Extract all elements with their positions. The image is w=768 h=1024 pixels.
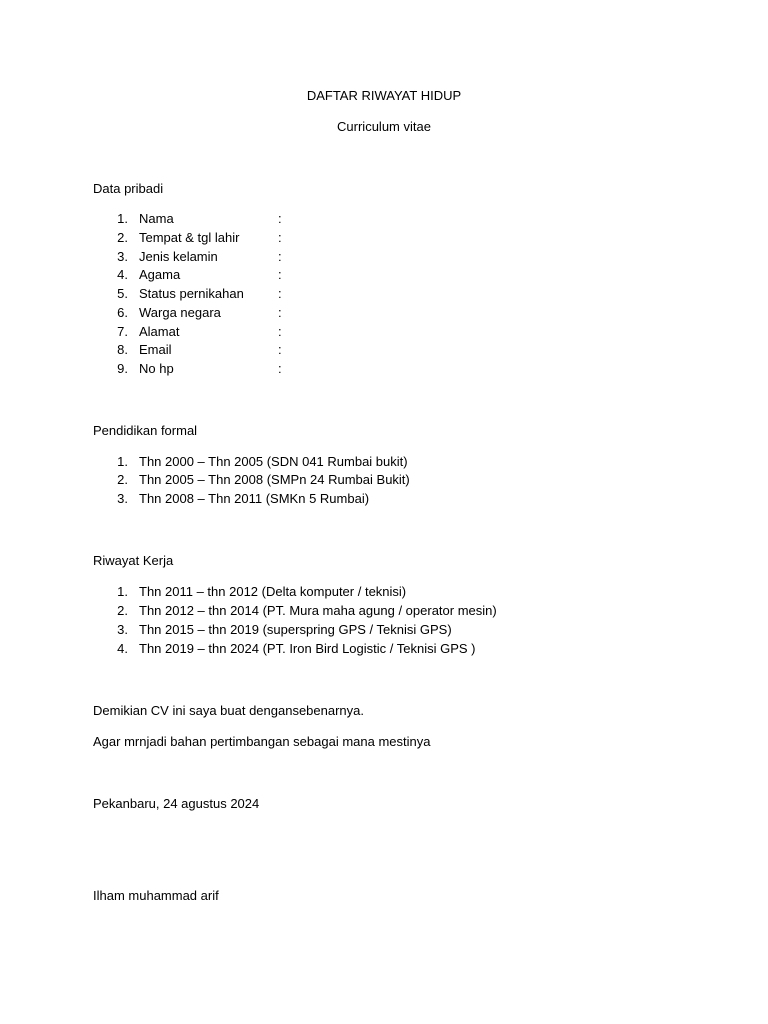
field-label: Warga negara [139, 305, 221, 320]
field-colon: : [278, 286, 282, 301]
field-label: Jenis kelamin [139, 249, 218, 264]
field-label: Agama [139, 267, 181, 282]
list-item [0, 603, 768, 619]
list-item [0, 230, 768, 246]
list-number: 8. [117, 342, 128, 357]
list-item [0, 472, 768, 488]
field-colon: : [278, 361, 282, 376]
list-item [0, 211, 768, 227]
list-number: 4. [117, 641, 128, 656]
list-number: 2. [117, 603, 128, 618]
list-number: 4. [117, 267, 128, 282]
closing-purpose: Agar mrnjadi bahan pertimbangan sebagai mana mestinya [93, 734, 431, 749]
list-item [0, 249, 768, 265]
signature-name: Ilham muhammad arif [93, 888, 219, 903]
list-number: 2. [117, 472, 128, 487]
section-heading-personal: Data pribadi [93, 181, 164, 196]
list-number: 9. [117, 361, 128, 376]
list-text: Thn 2015 – thn 2019 (superspring GPS / Teknisi GPS) [139, 622, 452, 637]
list-item [0, 361, 768, 377]
field-colon: : [278, 305, 282, 320]
list-number: 1. [117, 454, 128, 469]
list-item [0, 342, 768, 358]
document-title: DAFTAR RIWAYAT HIDUP [306, 88, 462, 103]
list-item [0, 286, 768, 302]
field-colon: : [278, 267, 282, 282]
list-number: 1. [117, 584, 128, 599]
list-text: Thn 2011 – thn 2012 (Delta komputer / teknisi) [139, 584, 407, 599]
list-item [0, 305, 768, 321]
field-label: Email [139, 342, 172, 357]
list-number: 6. [117, 305, 128, 320]
list-item [0, 324, 768, 340]
section-heading-work: Riwayat Kerja [93, 553, 174, 568]
field-label: No hp [139, 361, 174, 376]
list-number: 7. [117, 324, 128, 339]
list-item [0, 491, 768, 507]
field-colon: : [278, 211, 282, 226]
list-text: Thn 2019 – thn 2024 (PT. Iron Bird Logistic / Teknisi GPS ) [139, 641, 476, 656]
list-item [0, 641, 768, 657]
list-number: 1. [117, 211, 128, 226]
field-colon: : [278, 249, 282, 264]
list-text: Thn 2000 – Thn 2005 (SDN 041 Rumbai bukit) [139, 454, 408, 469]
document-subtitle: Curriculum vitae [337, 119, 431, 134]
list-text: Thn 2005 – Thn 2008 (SMPn 24 Rumbai Bukit) [139, 472, 410, 487]
list-text: Thn 2012 – thn 2014 (PT. Mura maha agung / operator mesin) [139, 603, 497, 618]
field-colon: : [278, 230, 282, 245]
place-date: Pekanbaru, 24 agustus 2024 [93, 796, 260, 811]
list-item [0, 267, 768, 283]
list-number: 3. [117, 491, 128, 506]
list-item [0, 622, 768, 638]
section-heading-education: Pendidikan formal [93, 423, 198, 438]
closing-statement: Demikian CV ini saya buat dengansebenarnya. [93, 703, 365, 718]
field-label: Nama [139, 211, 174, 226]
list-number: 5. [117, 286, 128, 301]
list-number: 3. [117, 622, 128, 637]
field-colon: : [278, 324, 282, 339]
list-number: 3. [117, 249, 128, 264]
field-label: Status pernikahan [139, 286, 244, 301]
list-item [0, 584, 768, 600]
field-label: Tempat & tgl lahir [139, 230, 240, 245]
field-colon: : [278, 342, 282, 357]
list-text: Thn 2008 – Thn 2011 (SMKn 5 Rumbai) [139, 491, 370, 506]
list-item [0, 454, 768, 470]
list-number: 2. [117, 230, 128, 245]
field-label: Alamat [139, 324, 180, 339]
